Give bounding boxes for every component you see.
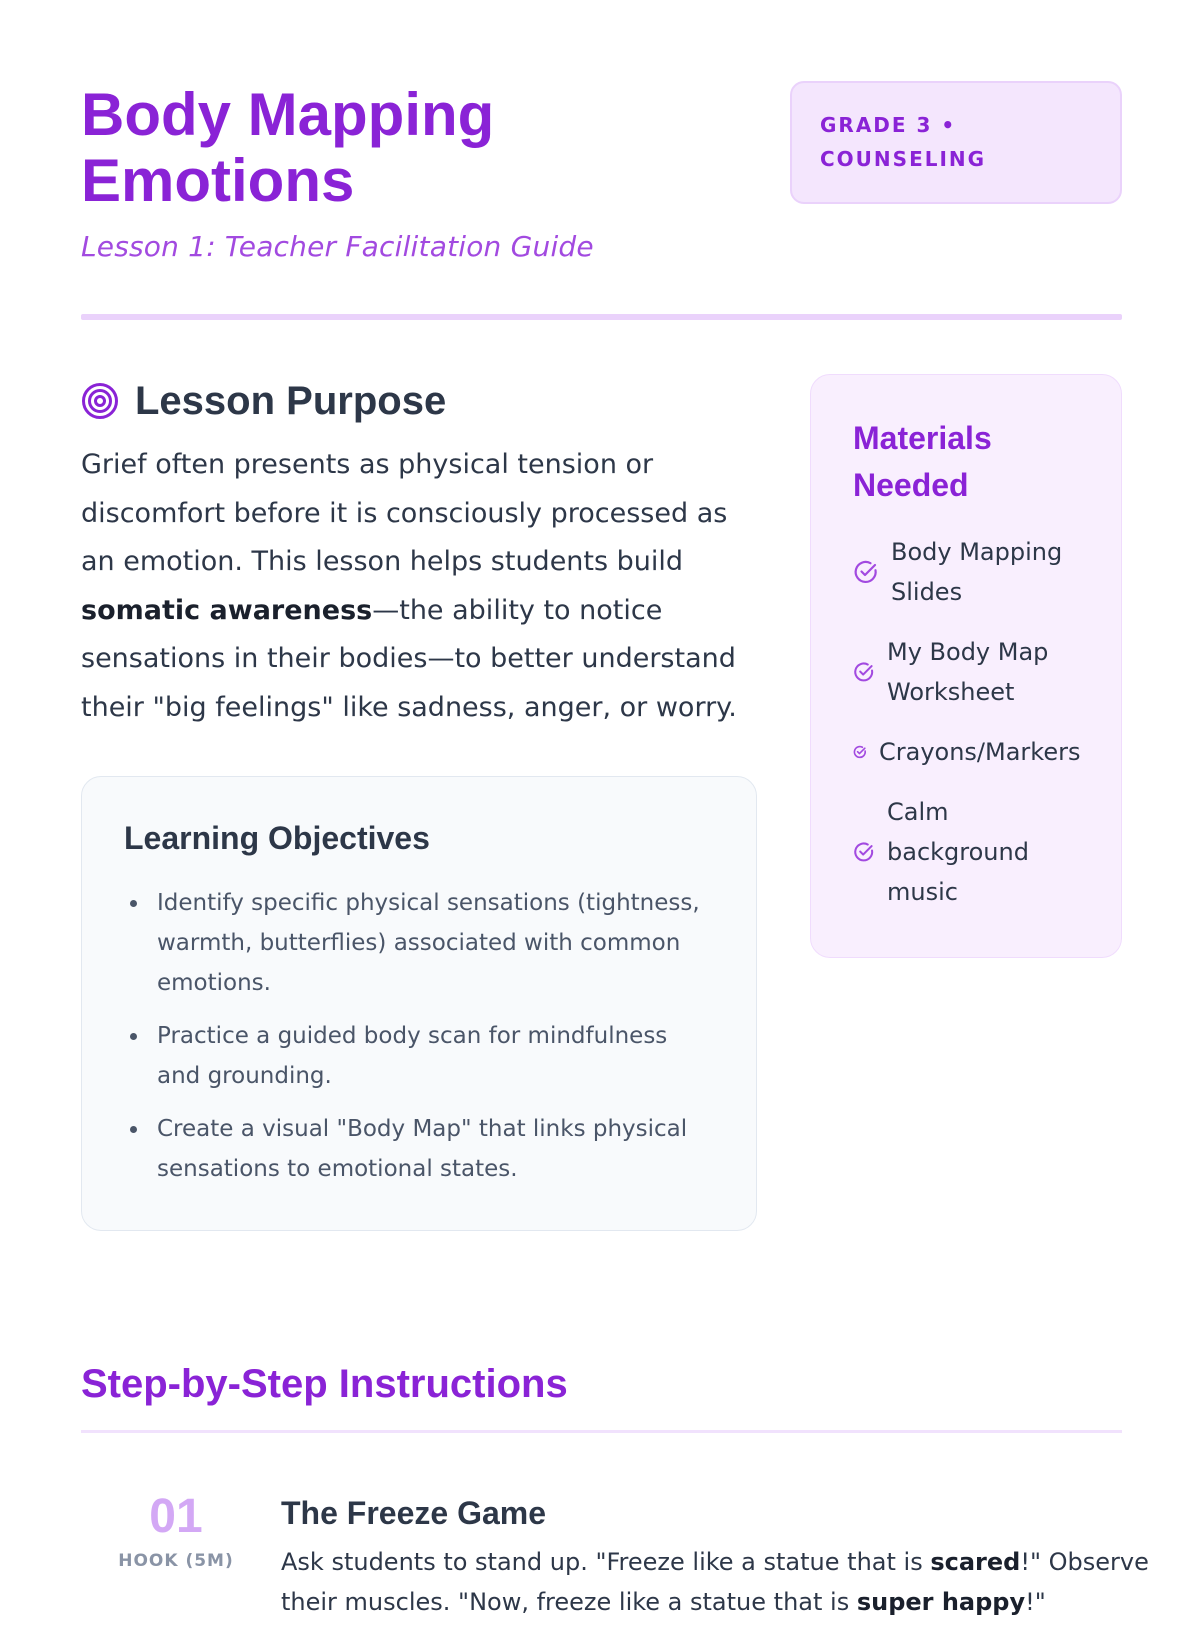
- material-item: [853, 532, 1091, 612]
- materials-card: [810, 374, 1122, 958]
- step-item: [81, 1485, 1181, 1625]
- check-circle-icon: [853, 661, 875, 683]
- step-body-emphasis: scared: [930, 1548, 1021, 1576]
- check-circle-icon: [853, 841, 875, 863]
- objective-item: Practice a guided body scan for mindfulness and grounding.: [124, 1016, 716, 1096]
- material-label: Crayons/Markers: [879, 738, 1081, 766]
- material-label: Calm background music: [887, 798, 1029, 906]
- step-body: [281, 1542, 1161, 1622]
- step-body-text: !" Observe their muscles. "Now, freeze like a statue that is: [281, 1548, 1149, 1616]
- step-title: The Freeze Game: [281, 1495, 546, 1531]
- step-body-text: Ask students to stand up. "Freeze like a statue that is: [281, 1548, 931, 1576]
- grade-badge-label: GRADE 3 • COUNSELING: [820, 113, 987, 171]
- material-item: [853, 732, 1091, 772]
- purpose-text-start: Grief often presents as physical tension or discomfort before it is consciously processed as an emotion. This lesson helps students build: [81, 449, 728, 577]
- purpose-heading-row: [81, 376, 446, 426]
- purpose-heading: Lesson Purpose: [135, 378, 447, 423]
- objective-item: Create a visual "Body Map" that links physical sensations to emotional states.: [124, 1109, 716, 1189]
- material-label: My Body Map Worksheet: [887, 638, 1049, 706]
- step-phase: HOOK (5M): [118, 1551, 234, 1571]
- page-subtitle: Lesson 1: Teacher Facilitation Guide: [81, 230, 594, 263]
- target-icon: [81, 382, 119, 420]
- header-divider: [81, 314, 1122, 320]
- learning-objectives-card: [81, 776, 757, 1231]
- material-item: [853, 792, 1091, 912]
- step-body-emphasis: super happy: [856, 1588, 1026, 1616]
- material-item: [853, 632, 1091, 712]
- page-title: Body Mapping Emotions: [81, 81, 495, 214]
- materials-list: [853, 532, 1091, 912]
- grade-badge: [790, 81, 1122, 204]
- objectives-list: [124, 883, 716, 1189]
- purpose-paragraph: [81, 441, 741, 732]
- steps-heading: Step-by-Step Instructions: [81, 1362, 568, 1406]
- step-number: 01: [149, 1490, 203, 1543]
- check-circle-icon: [853, 559, 879, 585]
- purpose-text-end: —the ability to notice sensations in their bodies—to better understand their "big feelings" like sadness, anger, or worry.: [81, 594, 737, 723]
- objective-item: Identify specific physical sensations (tightness, warmth, butterflies) associated with common emotions.: [124, 883, 716, 1003]
- step-body-text: !": [1025, 1588, 1046, 1616]
- objectives-heading: Learning Objectives: [124, 820, 430, 856]
- material-label: Body Mapping Slides: [891, 538, 1063, 606]
- purpose-key-term: somatic awareness: [81, 594, 373, 626]
- steps-divider: [81, 1430, 1122, 1433]
- check-circle-icon: [853, 745, 867, 759]
- materials-heading: Materials Needed: [853, 420, 992, 503]
